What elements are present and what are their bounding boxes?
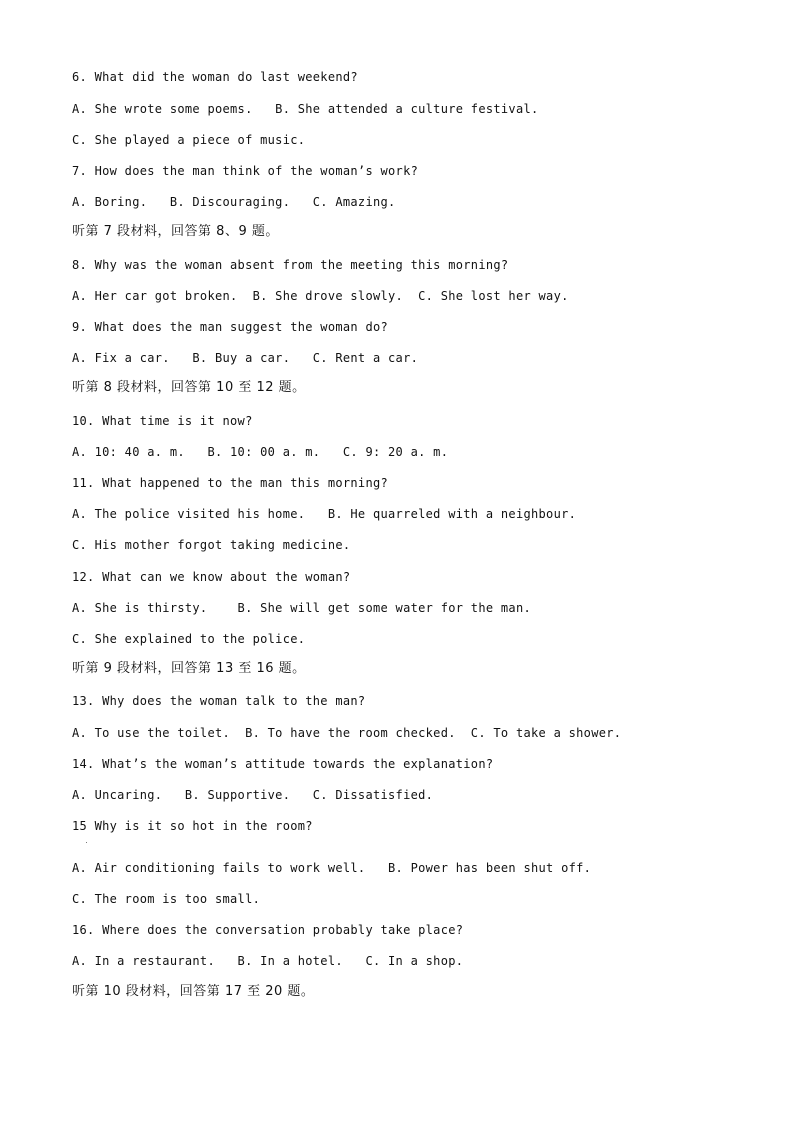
question-11: 11. What happened to the man this morning? bbox=[72, 476, 389, 490]
section-7-heading: 听第 7 段材料，回答第 8、9 题。 bbox=[72, 224, 279, 239]
section-10-heading: 听第 10 段材料，回答第 17 至 20 题。 bbox=[72, 984, 315, 999]
question-15: 15 Why is it so hot in the room? bbox=[72, 819, 313, 833]
question-7-options: A. Boring. B. Discouraging. C. Amazing. bbox=[72, 195, 396, 209]
question-12: 12. What can we know about the woman? bbox=[72, 570, 351, 584]
question-11-options-ab: A. The police visited his home. B. He quarreled with a neighbour. bbox=[72, 507, 577, 521]
question-8-options: A. Her car got broken. B. She drove slowly. C. She lost her way. bbox=[72, 289, 569, 303]
question-15-option-c: C. The room is too small. bbox=[72, 892, 261, 906]
question-11-option-c: C. His mother forgot taking medicine. bbox=[72, 538, 351, 552]
question-13: 13. Why does the woman talk to the man? bbox=[72, 694, 366, 708]
question-15-options-ab: A. Air conditioning fails to work well. B. Power has been shut off. bbox=[72, 861, 592, 875]
question-6-options-ab: A. She wrote some poems. B. She attended a culture festival. bbox=[72, 102, 539, 116]
question-13-options: A. To use the toilet. B. To have the room checked. C. To take a shower. bbox=[72, 726, 622, 740]
question-10: 10. What time is it now? bbox=[72, 414, 253, 428]
section-8-heading: 听第 8 段材料，回答第 10 至 12 题。 bbox=[72, 380, 306, 395]
question-10-options: A. 10: 40 a. m. B. 10: 00 a. m. C. 9: 20 a. m. bbox=[72, 445, 449, 459]
question-9: 9. What does the man suggest the woman do? bbox=[72, 320, 389, 334]
question-16-options: A. In a restaurant. B. In a hotel. C. In a shop. bbox=[72, 954, 464, 968]
question-7: 7. How does the man think of the woman’s work? bbox=[72, 164, 419, 178]
question-14-options: A. Uncaring. B. Supportive. C. Dissatisfied. bbox=[72, 788, 434, 802]
question-8: 8. Why was the woman absent from the meeting this morning? bbox=[72, 258, 509, 272]
question-12-option-c: C. She explained to the police. bbox=[72, 632, 306, 646]
question-6: 6. What did the woman do last weekend? bbox=[72, 70, 358, 84]
question-12-options-ab: A. She is thirsty. B. She will get some water for the man. bbox=[72, 601, 532, 615]
stray-mark bbox=[86, 842, 87, 843]
section-9-heading: 听第 9 段材料，回答第 13 至 16 题。 bbox=[72, 661, 306, 676]
question-14: 14. What’s the woman’s attitude towards the explanation? bbox=[72, 757, 494, 771]
question-16: 16. Where does the conversation probably take place? bbox=[72, 923, 464, 937]
question-6-option-c: C. She played a piece of music. bbox=[72, 133, 306, 147]
question-9-options: A. Fix a car. B. Buy a car. C. Rent a car. bbox=[72, 351, 419, 365]
